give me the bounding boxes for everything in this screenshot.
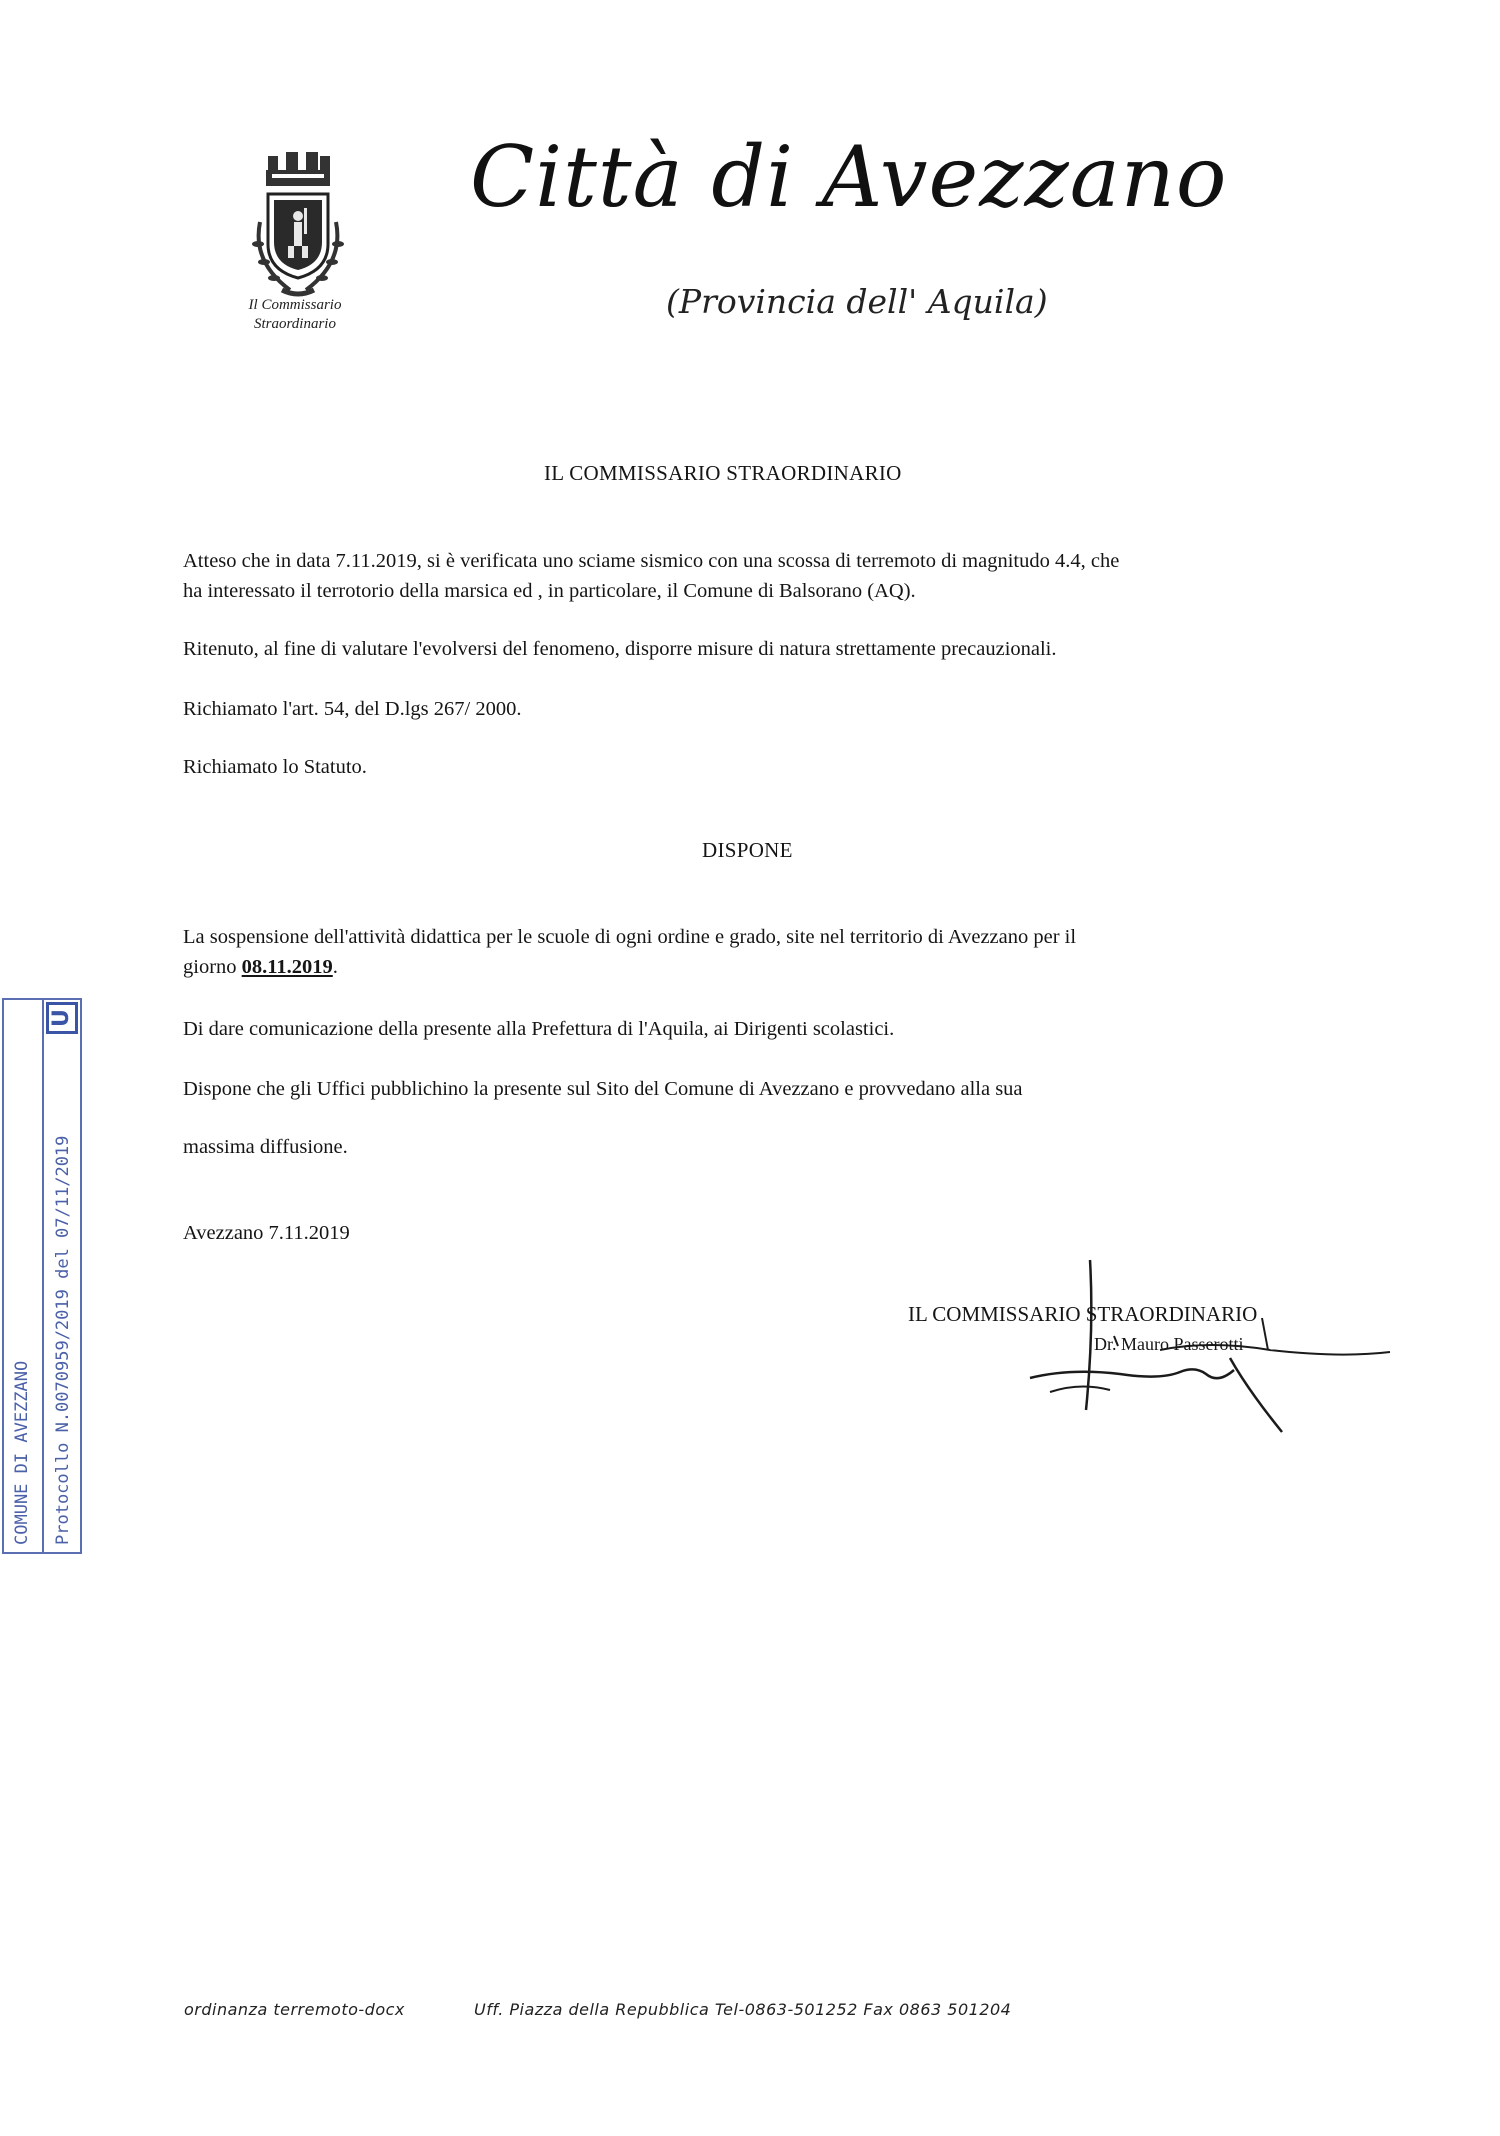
premise-line-2: ha interessato il terrotorio della marsica ed , in particolare, il Comune di Balsorano (AQ).	[183, 580, 916, 602]
premise-line-1: Atteso che in data 7.11.2019, si è verificata uno sciame sismico con una scossa di terremoto di magnitudo 4.4, che	[183, 550, 1120, 572]
signatory-name: Dr. Mauro Passerotti	[1094, 1334, 1244, 1354]
offices-line-2: massima diffusione.	[183, 1136, 348, 1158]
footer-filename: ordinanza terremoto-docx	[184, 2000, 405, 2019]
order-line-2	[183, 952, 338, 982]
offices-line-1: Dispone che gli Uffici pubblichino la presente sul Sito del Comune di Avezzano e provvedano alla sua	[183, 1078, 1023, 1100]
order-date: 08.11.2019	[241, 956, 333, 978]
footer-office-contacts: Uff. Piazza della Repubblica Tel-0863-501252 Fax 0863 501204	[474, 2000, 1012, 2019]
protocol-stamp-divider	[42, 998, 44, 1554]
stamp-municipality: COMUNE DI AVEZZANO	[12, 1360, 32, 1545]
document-heading: IL COMMISSARIO STRAORDINARIO	[544, 461, 902, 485]
dispone-heading: DISPONE	[702, 838, 793, 862]
crest-caption-line2: Straordinario	[254, 316, 336, 332]
stamp-protocol-number: Protocollo N.0070959/2019 del 07/11/2019	[53, 1135, 73, 1545]
coat-of-arms-icon	[238, 152, 358, 302]
province-subtitle: (Provincia dell' Aquila)	[666, 282, 1048, 321]
communication-paragraph: Di dare comunicazione della presente alla Prefettura di l'Aquila, ai Dirigenti scolastici.	[183, 1018, 895, 1040]
crest-caption	[210, 296, 380, 334]
richiamato-statuto-paragraph: Richiamato lo Statuto.	[183, 756, 367, 778]
ritenuto-paragraph: Ritenuto, al fine di valutare l'evolversi del fenomeno, disporre misure di natura strettamente precauzionali.	[183, 638, 1057, 660]
place-date: Avezzano 7.11.2019	[183, 1222, 350, 1244]
city-title: Città di Avezzano	[470, 128, 1228, 226]
order-line-2-suffix: .	[332, 956, 338, 978]
richiamato-art-paragraph: Richiamato l'art. 54, del D.lgs 267/ 2000.	[183, 698, 522, 720]
order-line-1: La sospensione dell'attività didattica per le scuole di ogni ordine e grado, site nel territorio di Avezzano per il	[183, 926, 1077, 948]
order-line-2-prefix: giorno	[183, 956, 242, 978]
stamp-letter-u: U	[46, 1002, 78, 1034]
signatory-title: IL COMMISSARIO STRAORDINARIO	[908, 1302, 1258, 1326]
crest-caption-line1: Il Commissario	[248, 297, 342, 313]
